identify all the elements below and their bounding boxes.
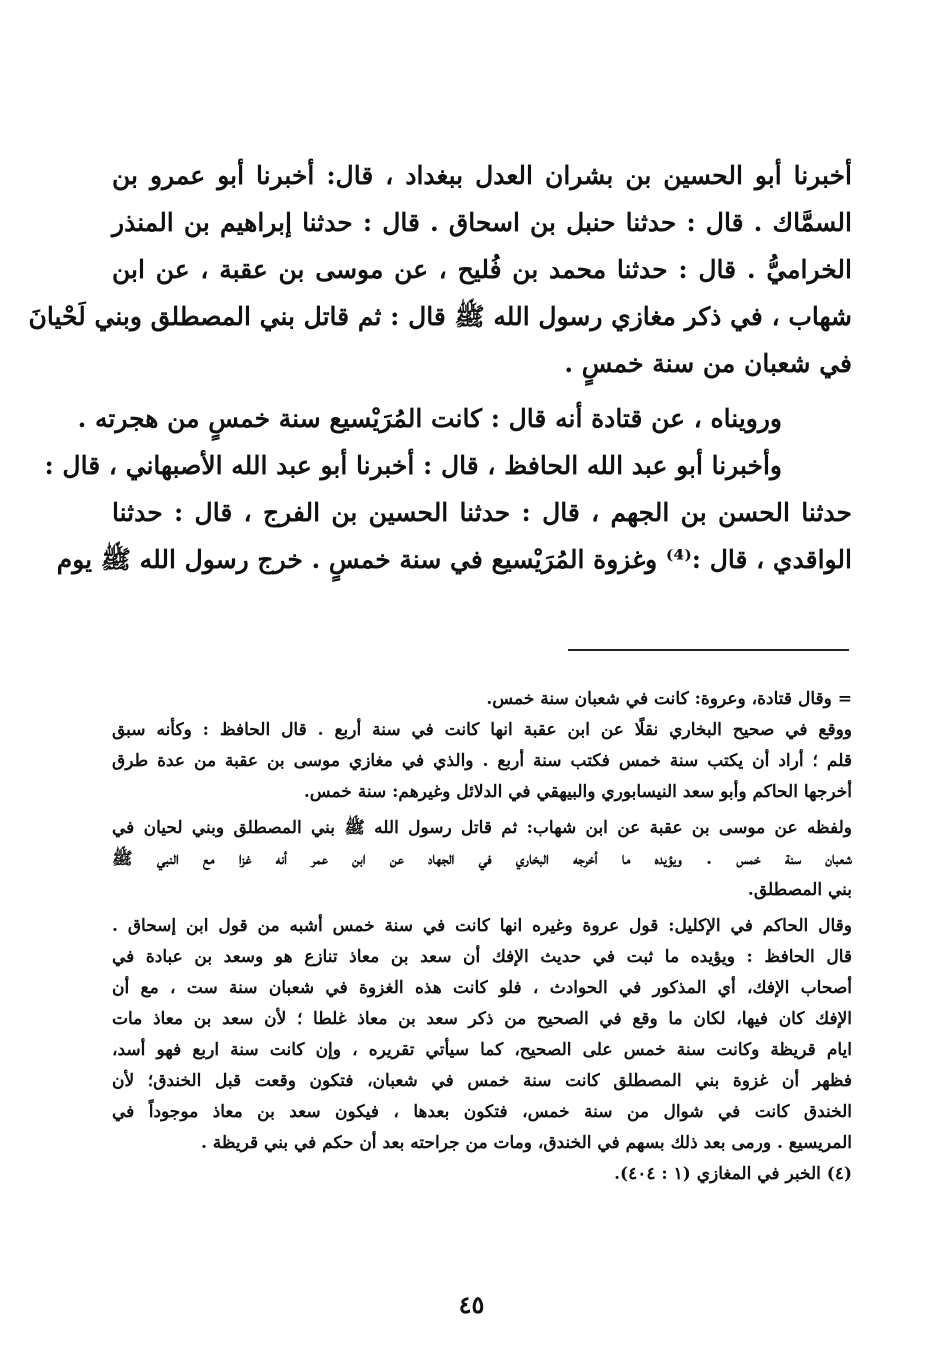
- footnote-line: ولفظه عن موسى بن عقبة عن ابن شهاب: ثم قاتل رسول الله ﷺ بني المصطلق وبني لحيان في: [112, 818, 852, 838]
- main-text-line: الواقدي ، قال :⁽⁴⁾ وغزوة المُرَيْسيع في سنة خمسٍ . خرج رسول الله ﷺ يوم: [56, 545, 852, 574]
- main-text-line: حدثنا الحسن بن الجهم ، قال : حدثنا الحسين بن الفرج ، قال : حدثنا: [112, 498, 852, 527]
- main-text-line: في شعبان من سنة خمسٍ .: [564, 349, 852, 378]
- footnote-line: بني المصطلق.: [747, 880, 852, 900]
- main-text-line: الخراميُّ . قال : حدثنا محمد بن فُليح ، عن موسى بن عقبة ، عن ابن: [112, 255, 852, 284]
- main-text-line: شهاب ، في ذكر مغازي رسول الله ﷺ قال : ثم قاتل بني المصطلق وبني لَحْيانَ: [28, 302, 852, 331]
- main-text-line: السمَّاك . قال : حدثنا حنبل بن اسحاق . قال : حدثنا إبراهيم بن المنذر: [112, 208, 852, 237]
- footnote-line: أصحاب الإفك، أي المذكور في الحوادث ، فلو كانت هذه الغزوة في شعبان سنة ست ، مع أن: [112, 978, 852, 998]
- footnote-line: الخندق كانت في شوال من سنة خمس، فتكون بعدها ، فيكون سعد بن معاذ موجوداً في: [112, 1102, 852, 1122]
- main-text-line: وأخبرنا أبو عبد الله الحافظ ، قال : أخبرنا أبو عبد الله الأصبهاني ، قال :: [44, 451, 782, 480]
- page-number: ٤٥: [458, 1290, 485, 1319]
- footnotes-block: [112, 684, 852, 1190]
- main-text-block: [28, 152, 852, 583]
- footnote-line: (٤) الخبر في المغازي (١ : ٤٠٤).: [614, 1164, 852, 1184]
- footnote-divider: [568, 649, 849, 651]
- footnote-line: وقال الحاكم في الإكليل: قول عروة وغيره انها كانت في سنة خمس أشبه من قول ابن إسحاق .: [112, 916, 852, 936]
- footnote-line: الإفك كان فيها، لكان ما وقع في الصحيح من ذكر سعد بن معاذ غلطا ؛ لأن سعد بن معاذ مات: [112, 1009, 852, 1029]
- footnote-line: المريسيع . ورمى بعد ذلك بسهم في الخندق، ومات من جراحته بعد أن حكم في بني قريظة .: [200, 1133, 852, 1153]
- footnote-line: شعبان سنة خمس . ويؤيده ما أخرجه البخاري في الجهاد عن ابن عمر أنه غزا مع النبي ﷺ: [112, 849, 852, 869]
- footnote-line: أخرجها الحاكم وأبو سعد النيسابوري والبيهقي في الدلائل وغيرهم: سنة خمس.: [303, 782, 852, 802]
- main-text-line: ورويناه ، عن قتادة أنه قال : كانت المُرَيْسيع سنة خمسٍ من هجرته .: [77, 404, 782, 433]
- footnote-line: قال الحافظ : ويؤيده ما ثبت في حديث الإفك أن سعد بن معاذ تنازع هو وسعد بن عبادة في: [112, 947, 852, 967]
- footnote-line: ايام قريظة وكانت سنة خمس على الصحيح، كما سيأتي تقريره ، وإن كانت سنة اربع فهو أسد،: [112, 1040, 852, 1060]
- main-text-line: أخبرنا أبو الحسين بن بشران العدل ببغداد ، قال: أخبرنا أبو عمرو بن: [112, 161, 852, 190]
- footnote-line: فظهر أن غزوة بني المصطلق كانت سنة خمس في شعبان، فتكون وقعت قبل الخندق؛ لأن: [112, 1071, 852, 1091]
- footnote-line: قلم ؛ أراد أن يكتب سنة خمس فكتب سنة أربع . والذي في مغازي موسى بن عقبة من عدة طرق: [112, 751, 852, 771]
- footnote-line: ووقع في صحيح البخاري نقلًا عن ابن عقبة انها كانت في سنة أربع . قال الحافظ : وكأنه سبق: [112, 720, 852, 740]
- footnote-line: = وقال قتادة، وعروة: كانت في شعبان سنة خمس.: [486, 689, 852, 709]
